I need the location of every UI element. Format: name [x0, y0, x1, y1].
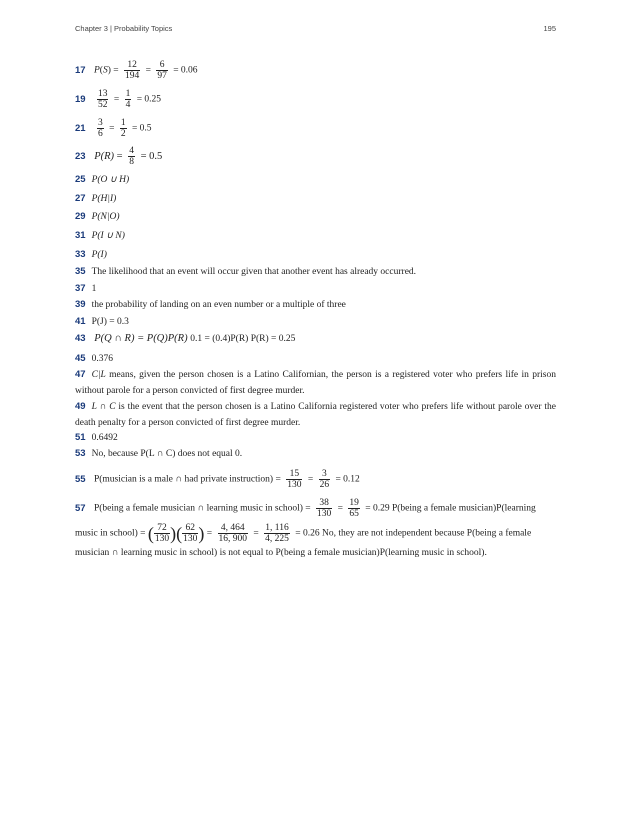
answer-51	[75, 432, 118, 444]
item-number: 45	[75, 353, 86, 364]
equals: =	[307, 474, 314, 485]
item-number: 35	[75, 266, 86, 277]
denominator: 194	[124, 71, 140, 81]
item-number: 55	[75, 473, 86, 485]
denominator: 130	[317, 509, 332, 519]
answer-text: P(I)	[91, 250, 107, 260]
answer-47	[75, 367, 556, 399]
fraction	[218, 523, 249, 544]
close-paren: )	[198, 523, 205, 544]
numerator: 38	[316, 498, 332, 509]
answer-57-line-3	[75, 547, 487, 559]
fraction	[154, 523, 170, 544]
fraction	[264, 523, 290, 544]
answer-text: P(N|O)	[91, 212, 120, 222]
answer-55	[75, 469, 360, 490]
denominator: 6	[97, 129, 103, 139]
denominator: 130	[154, 534, 170, 544]
answer-text: The likelihood that an event will occur given that another event has already occurred.	[91, 267, 417, 277]
numerator: 15	[286, 469, 302, 480]
fraction	[316, 498, 332, 519]
denominator: 65	[349, 509, 359, 519]
answer-text: the probability of landing on an even number or a multiple of three	[91, 300, 346, 310]
numerator: 4, 464	[218, 523, 249, 534]
numerator: 3	[97, 118, 103, 128]
answer-text: 0.376	[91, 354, 113, 364]
equals: =	[206, 528, 213, 539]
item-number: 47	[75, 369, 86, 380]
answer-text: 1	[91, 284, 97, 294]
answer-27	[75, 193, 116, 205]
fraction	[286, 469, 302, 490]
equals: =	[109, 123, 115, 134]
fraction	[120, 118, 127, 139]
fraction	[156, 60, 168, 81]
item-number: 31	[75, 230, 86, 241]
item-number: 51	[75, 432, 86, 443]
math-text: (R)	[100, 150, 115, 162]
close-paren: )	[170, 523, 177, 544]
fraction	[128, 146, 135, 167]
item-number: 33	[75, 249, 86, 260]
fraction	[97, 89, 109, 110]
item-number: 17	[75, 64, 86, 76]
denominator: 2	[120, 129, 126, 139]
denominator: 97	[157, 71, 167, 81]
item-number: 25	[75, 174, 86, 185]
answer-53	[75, 448, 242, 460]
answer-33	[75, 249, 107, 261]
answer-text: = 0.29 P(being a female musician)P(learning	[365, 503, 536, 514]
numerator: 1	[125, 89, 131, 99]
result: = 0.25	[136, 94, 162, 105]
equals: =	[145, 65, 151, 76]
fraction	[348, 498, 360, 519]
item-number: 53	[75, 448, 86, 459]
answer-21	[75, 118, 152, 139]
numerator: 6	[156, 60, 168, 71]
numerator: 72	[154, 523, 170, 534]
answer-text: P(J) = 0.3	[91, 317, 129, 327]
denominator: 26	[319, 480, 330, 490]
answer-text: musician ∩ learning music in school) is not equal to P(being a female musician)P(learning music in school).	[75, 548, 487, 558]
open-paren: (	[147, 523, 154, 544]
denominator: 4	[125, 100, 131, 110]
numerator: 1, 116	[265, 523, 289, 533]
math-text: C|L	[91, 370, 106, 380]
math-text: P	[94, 150, 101, 162]
math-text: ) =	[107, 65, 119, 76]
item-number: 41	[75, 316, 86, 327]
answer-text: P(I ∪ N)	[91, 231, 125, 241]
fraction	[124, 60, 140, 81]
numerator: 1	[120, 118, 126, 128]
result: = 0.12	[335, 474, 360, 485]
answer-23	[75, 146, 162, 167]
fraction	[97, 118, 104, 139]
formula: P(Q ∩ R) = P(Q)P(R)	[94, 333, 188, 344]
denominator: 16, 900	[218, 534, 248, 544]
item-number: 27	[75, 193, 86, 204]
denominator: 4, 225	[265, 534, 289, 544]
answer-17	[75, 60, 198, 81]
answer-43	[75, 333, 295, 345]
item-number: 57	[75, 502, 86, 514]
numerator: 19	[349, 498, 359, 508]
equals: =	[113, 94, 120, 105]
denominator: 52	[97, 100, 108, 110]
answer-57-line-2	[75, 523, 531, 544]
answer-text: music in school) =	[75, 528, 146, 539]
fraction	[319, 469, 331, 490]
fraction	[125, 89, 132, 110]
answer-41	[75, 316, 129, 328]
answer-text: P(H|I)	[91, 194, 117, 204]
answer-25	[75, 174, 129, 186]
answer-45	[75, 353, 113, 365]
item-number: 19	[75, 93, 86, 105]
math-text: P	[93, 65, 100, 76]
numerator: 3	[319, 469, 331, 480]
result: = 0.5	[131, 123, 152, 134]
equals: =	[337, 503, 343, 514]
answer-39	[75, 299, 346, 311]
answer-text: = 0.26 No, they are not independent because P(being a female	[295, 528, 532, 539]
answer-29	[75, 211, 120, 223]
numerator: 13	[97, 89, 108, 99]
fraction	[182, 523, 198, 544]
denominator: 130	[287, 480, 302, 490]
equals: =	[116, 150, 123, 162]
item-number: 29	[75, 211, 86, 222]
answer-text: is the event that the person chosen is a Latino California registered voter who prefers life without parole over the death penalty for a person convicted of first degree murder.	[75, 402, 556, 428]
answer-text: 0.1 = (0.4)P(R) P(R) = 0.25	[190, 334, 296, 344]
answer-31	[75, 230, 125, 242]
answer-37	[75, 283, 96, 295]
answer-57-line-1	[75, 498, 536, 519]
denominator: 8	[129, 157, 134, 167]
equals: =	[253, 528, 259, 539]
math-text: S	[102, 65, 108, 76]
numerator: 4	[129, 146, 134, 156]
item-number: 49	[75, 401, 86, 412]
result: = 0.06	[173, 65, 198, 76]
item-number: 37	[75, 283, 86, 294]
answer-text: P(being a female musician ∩ learning music in school) =	[93, 503, 311, 514]
numerator: 12	[124, 60, 140, 71]
result: = 0.5	[140, 150, 163, 162]
open-paren: (	[176, 523, 183, 544]
item-number: 21	[75, 122, 86, 134]
item-number: 23	[75, 150, 86, 162]
math-text: L ∩ C	[91, 402, 116, 412]
page-number: 195	[543, 24, 556, 33]
answer-49	[75, 399, 556, 431]
item-number: 39	[75, 299, 86, 310]
answer-text: P(O ∪ H)	[91, 175, 130, 185]
numerator: 62	[182, 523, 198, 534]
answer-19	[75, 89, 161, 110]
denominator: 130	[183, 534, 198, 544]
running-header-title: Chapter 3 | Probability Topics	[75, 24, 173, 33]
answer-text: means, given the person chosen is a Latino Californian, the person is a registered voter who prefers life in prison without parole for a person convicted of first degree murder.	[75, 370, 556, 396]
answer-text: No, because P(L ∩ C) does not equal 0.	[91, 449, 243, 459]
answer-35	[75, 266, 416, 278]
answer-text: 0.6492	[91, 433, 118, 443]
answer-text: P(musician is a male ∩ had private instruction) =	[93, 474, 281, 485]
item-number: 43	[75, 333, 86, 344]
math-text: (	[99, 65, 103, 76]
